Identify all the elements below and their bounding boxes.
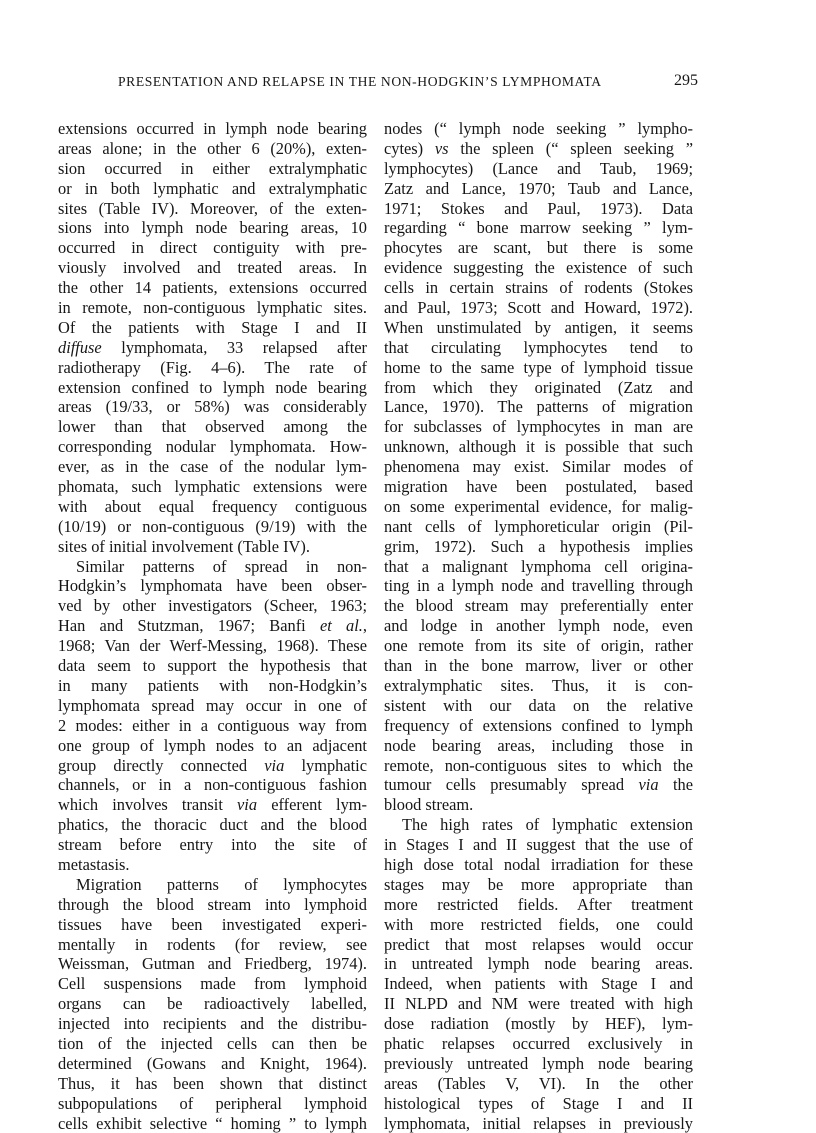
text-line: phomata, such lymphatic extensions were — [58, 477, 367, 497]
text-line: tissues have been investigated experi- — [58, 914, 367, 934]
page-number: 295 — [674, 72, 698, 89]
text-line: The high rates of lymphatic extension — [402, 815, 693, 835]
text-line: the blood stream may preferentially enter — [384, 596, 693, 616]
text-line: ever, as in the case of the nodular lym- — [58, 457, 367, 477]
text-line: dose radiation (mostly by HEF), lym- — [384, 1014, 693, 1034]
text-line: phatic relapses occurred exclusively in — [384, 1033, 693, 1053]
text-line: corresponding nodular lymphomata. How- — [58, 437, 367, 457]
text-line: node bearing areas, including those in — [384, 735, 693, 755]
text-line: radiotherapy (Fig. 4–6). The rate of — [58, 357, 367, 377]
text-line: subpopulations of peripheral lymphoid — [58, 1093, 367, 1113]
text-line: than in the bone marrow, liver or other — [384, 656, 693, 676]
text-line: that circulating lymphocytes tend to — [384, 337, 693, 357]
text-line: lymphocytes) (Lance and Taub, 1969; — [384, 158, 693, 178]
text-line: mentally in rodents (for review, see — [58, 934, 367, 954]
text-line: regarding “ bone marrow seeking ” lym- — [384, 218, 693, 238]
text-line: lymphomata spread may occur in one of — [58, 695, 367, 715]
text-line: tion of the injected cells can then be — [58, 1033, 367, 1053]
text-line: that a malignant lymphoma cell origina- — [384, 556, 693, 576]
text-line: ting in a lymph node and travelling through — [384, 576, 693, 596]
text-line: migration have been postulated, based — [384, 477, 693, 497]
text-line: remote, non-contiguous sites to which the — [384, 755, 693, 775]
text-line: cells exhibit selective “ homing ” to lymph — [58, 1113, 367, 1133]
text-line: Zatz and Lance, 1970; Taub and Lance, — [384, 178, 693, 198]
text-line: 1968; Van der Werf-Messing, 1968). These — [58, 636, 367, 656]
text-line: Indeed, when patients with Stage I and — [384, 974, 693, 994]
text-line: viously involved and treated areas. In — [58, 258, 367, 278]
text-line: extensions occurred in lymph node bearing — [58, 119, 367, 138]
text-line: histological types of Stage I and II — [384, 1093, 693, 1113]
text-line: in Stages I and II suggest that the use of — [384, 835, 693, 855]
text-line: stream before entry into the site of — [58, 835, 367, 855]
text-line: Of the patients with Stage I and II — [58, 317, 367, 337]
text-line: sites of initial involvement (Table IV). — [58, 536, 310, 556]
text-line: unknown, although it is possible that such — [384, 437, 693, 457]
text-line: for subclasses of lymphocytes in man are — [384, 417, 693, 437]
text-line: from which they originated (Zatz and — [384, 377, 693, 397]
text-line: metastasis. — [58, 854, 130, 874]
text-line: with more restricted fields, one could — [384, 914, 693, 934]
text-line: phenomena may exist. Similar modes of — [384, 457, 693, 477]
text-line: evidence suggesting the existence of such — [384, 258, 693, 278]
text-line: occurred in direct contiguity with pre- — [58, 238, 367, 258]
text-line: home to the same type of lymphoid tissue — [384, 357, 693, 377]
text-line: areas (19/33, or 58%) was considerably — [58, 397, 367, 417]
text-line: ved by other investigators (Scheer, 1963; — [58, 596, 367, 616]
text-line: group directly connected via lymphatic — [58, 755, 367, 775]
text-line: extension confined to lymph node bearing — [58, 377, 367, 397]
text-line: Similar patterns of spread in non- — [76, 556, 367, 576]
text-line: one group of lymph nodes to an adjacent — [58, 735, 367, 755]
running-title: PRESENTATION AND RELAPSE IN THE NON-HODGKIN’S LYMPHOMATA — [118, 74, 602, 89]
text-line: lower than that observed among the — [58, 417, 367, 437]
text-line: data seem to support the hypothesis that — [58, 656, 367, 676]
text-line: diffuse lymphomata, 33 relapsed after — [58, 337, 367, 357]
page-header — [118, 74, 698, 96]
text-line: Cell suspensions made from lymphoid — [58, 974, 367, 994]
text-line: the other 14 patients, extensions occurred — [58, 278, 367, 298]
text-line: 2 modes: either in a contiguous way from — [58, 715, 367, 735]
text-line: on some experimental evidence, for malig- — [384, 496, 693, 516]
text-line: sistent with our data on the relative — [384, 695, 693, 715]
text-line: areas alone; in the other 6 (20%), exten- — [58, 138, 367, 158]
text-line: Migration patterns of lymphocytes — [76, 874, 367, 894]
text-line: high dose total nodal irradiation for these — [384, 854, 693, 874]
text-line: sion occurred in either extralymphatic — [58, 158, 367, 178]
text-line: stages may be more appropriate than — [384, 874, 693, 894]
text-line: grim, 1972). Such a hypothesis implies — [384, 536, 693, 556]
text-line: phatics, the thoracic duct and the blood — [58, 815, 367, 835]
text-line: determined (Gowans and Knight, 1964). — [58, 1053, 367, 1073]
text-line: in many patients with non-Hodgkin’s — [58, 675, 367, 695]
text-line: sions into lymph node bearing areas, 10 — [58, 218, 367, 238]
text-line: blood stream. — [384, 795, 474, 815]
text-line: with about equal frequency contiguous — [58, 496, 367, 516]
text-line: Lance, 1970). The patterns of migration — [384, 397, 693, 417]
text-line: nant cells of lymphoreticular origin (Pil- — [384, 516, 693, 536]
text-line: Weissman, Gutman and Friedberg, 1974). — [58, 954, 367, 974]
text-line: and Paul, 1973; Scott and Howard, 1972). — [384, 298, 693, 318]
text-line: more restricted fields. After treatment — [384, 894, 693, 914]
text-line: areas (Tables V, VI). In the other — [384, 1073, 693, 1093]
text-line: phocytes are scant, but there is some — [384, 238, 693, 258]
text-line: 1971; Stokes and Paul, 1973). Data — [384, 198, 693, 218]
text-line: which involves transit via efferent lym- — [58, 795, 367, 815]
text-line: cells in certain strains of rodents (Stokes — [384, 278, 693, 298]
text-line: in untreated lymph node bearing areas. — [384, 954, 693, 974]
text-line: cytes) vs the spleen (“ spleen seeking ” — [384, 138, 693, 158]
text-line: through the blood stream into lymphoid — [58, 894, 367, 914]
text-line: channels, or in a non-contiguous fashion — [58, 775, 367, 795]
text-line: Hodgkin’s lymphomata have been obser- — [58, 576, 367, 596]
left-column — [58, 119, 367, 1133]
text-line: II NLPD and NM were treated with high — [384, 994, 693, 1014]
text-line: predict that most relapses would occur — [384, 934, 693, 954]
text-line: in remote, non-contiguous lymphatic sites. — [58, 298, 367, 318]
text-line: one remote from its site of origin, rather — [384, 636, 693, 656]
text-line: previously untreated lymph node bearing — [384, 1053, 693, 1073]
text-line: Thus, it has been shown that distinct — [58, 1073, 367, 1093]
text-line: injected into recipients and the distribu- — [58, 1014, 367, 1034]
text-line: When unstimulated by antigen, it seems — [384, 317, 693, 337]
text-line: sites (Table IV). Moreover, of the exten- — [58, 198, 367, 218]
text-line: extralymphatic sites. Thus, it is con- — [384, 675, 693, 695]
right-column — [384, 119, 693, 1133]
text-line: Han and Stutzman, 1967; Banfi et al., — [58, 616, 367, 636]
text-line: and lodge in another lymph node, even — [384, 616, 693, 636]
text-line: nodes (“ lymph node seeking ” lympho- — [384, 119, 693, 138]
text-line: (10/19) or non-contiguous (9/19) with the — [58, 516, 367, 536]
text-line: frequency of extensions confined to lymph — [384, 715, 693, 735]
text-line: lymphomata, initial relapses in previously — [384, 1113, 693, 1133]
text-line: or in both lymphatic and extralymphatic — [58, 178, 367, 198]
text-line: organs can be radioactively labelled, — [58, 994, 367, 1014]
text-line: tumour cells presumably spread via the — [384, 775, 693, 795]
